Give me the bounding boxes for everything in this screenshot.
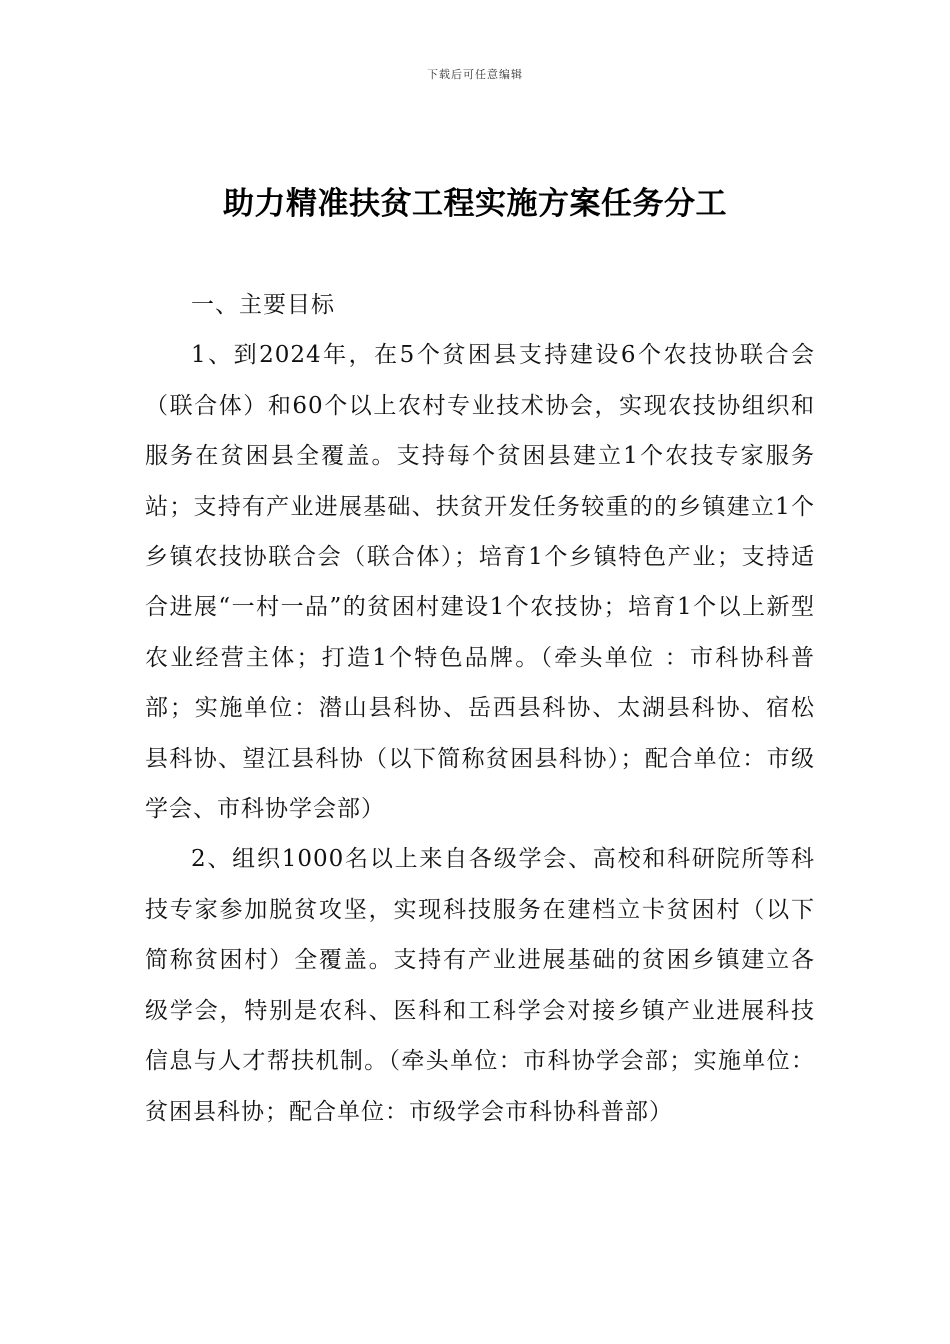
header-note: 下载后可任意编辑 <box>427 68 523 81</box>
section-heading: 一、主要目标 <box>191 292 335 318</box>
document-title: 助力精准扶贫工程实施方案任务分工 <box>223 186 727 222</box>
paragraph-2: 2、组织1000名以上来自各级学会、高校和科研院所等科技专家参加脱贫攻坚，实现科技服务在建档立卡贫困村（以下简称贫困村）全覆盖。支持有产业进展基础的贫困乡镇建立各级学会，特别是农科、医科和工科学会对接乡镇产业进展科技信息与人才帮扶机制。（牵头单位：市科协学会部；实施单位：贫困县科协；配合单位：市级学会市科协科普部） <box>145 846 815 1125</box>
paragraph-1: 1、到2024年，在5个贫困县支持建设6个农技协联合会（联合体）和60个以上农村专业技术协会，实现农技协组织和服务在贫困县全覆盖。支持每个贫困县建立1个农技专家服务站；支持有产业进展基础、扶贫开发任务较重的的乡镇建立1个乡镇农技协联合会（联合体）；培育1个乡镇特色产业；支持适合进展“一村一品”的贫困村建设1个农技协；培育1个以上新型农业经营主体；打造1个特色品牌。（牵头单位 ：市科协科普部；实施单位：潜山县科协、岳西县科协、太湖县科协、宿松县科协、望江县科协（以下简称贫困县科协）；配合单位：市级学会、市科协学会部） <box>145 342 815 823</box>
document-body <box>145 280 815 1137</box>
